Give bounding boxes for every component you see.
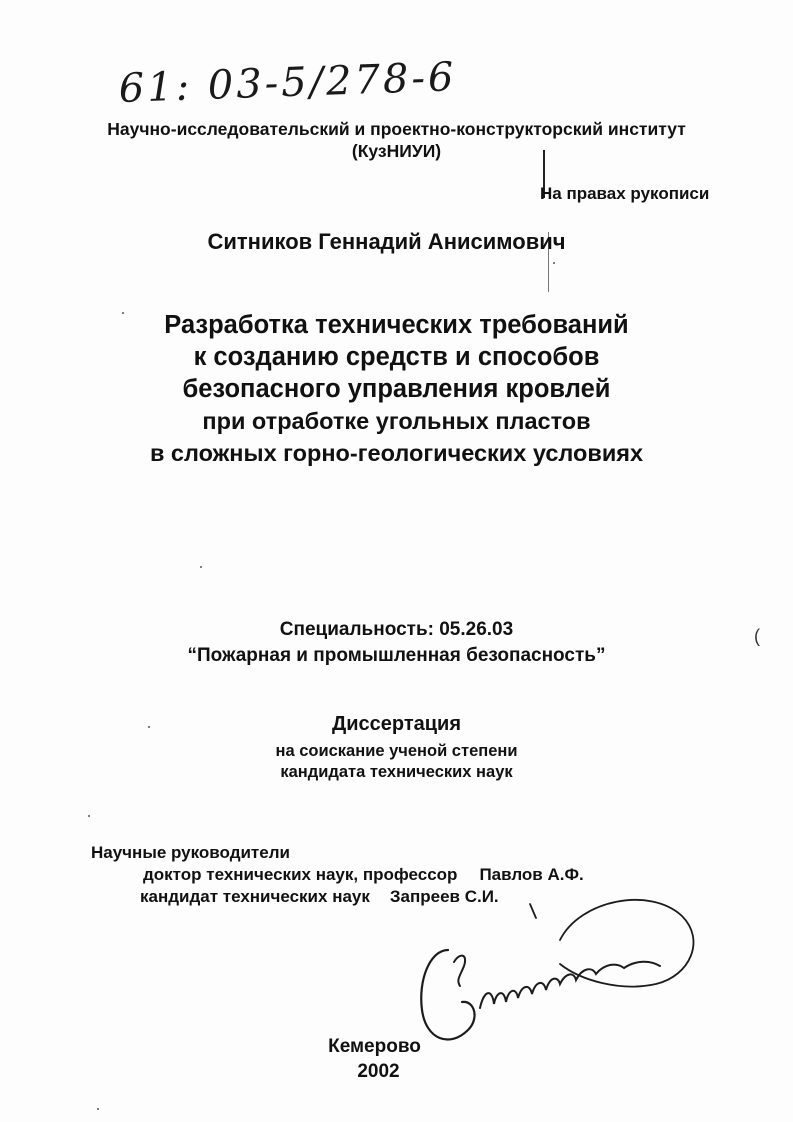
supervisor-degree: доктор технических наук, профессор xyxy=(143,865,458,884)
institute-abbreviation: (КузНИУИ) xyxy=(351,141,442,161)
author-name: Ситников Геннадий Анисимович xyxy=(207,229,566,254)
institute-name: Научно-исследовательский и проектно-конструкторский институт xyxy=(107,119,686,139)
title-line: в сложных горно-геологических условиях xyxy=(149,440,644,466)
supervisor-name: Павлов А.Ф. xyxy=(479,865,584,884)
title-line: безопасного управления кровлей xyxy=(182,375,611,403)
scan-speck xyxy=(97,1108,99,1110)
supervisor-name: Запреев С.И. xyxy=(389,887,499,906)
rights-note: На правах рукописи xyxy=(540,184,710,203)
title-line: к созданию средств и способов xyxy=(193,343,600,371)
handwritten-signature xyxy=(410,880,710,1060)
degree-line-1: на соискание ученой степени xyxy=(275,742,518,760)
scan-speck xyxy=(148,726,150,728)
scan-speck xyxy=(553,262,555,264)
degree-line-2: кандидата технических наук xyxy=(280,763,513,781)
scan-speck xyxy=(200,566,202,568)
specialty-name: “Пожарная и промышленная безопасность” xyxy=(187,645,606,666)
year: 2002 xyxy=(357,1061,400,1082)
dissertation-title-block xyxy=(0,309,793,469)
scan-speck xyxy=(122,312,124,314)
title-line: Разработка технических требований xyxy=(164,311,629,339)
supervisor-degree: кандидат технических наук xyxy=(140,887,370,906)
dissertation-label: Диссертация xyxy=(331,713,462,735)
city: Кемерово xyxy=(328,1036,421,1057)
supervisors-heading: Научные руководители xyxy=(91,843,290,862)
catalog-number: 61: 03-5/278-6 xyxy=(118,54,458,112)
scan-artifact-bracket: ( xyxy=(754,626,760,646)
title-line: при отработке угольных пластов xyxy=(202,408,591,434)
specialty-code: Специальность: 05.26.03 xyxy=(279,619,514,640)
scan-speck xyxy=(88,815,90,817)
